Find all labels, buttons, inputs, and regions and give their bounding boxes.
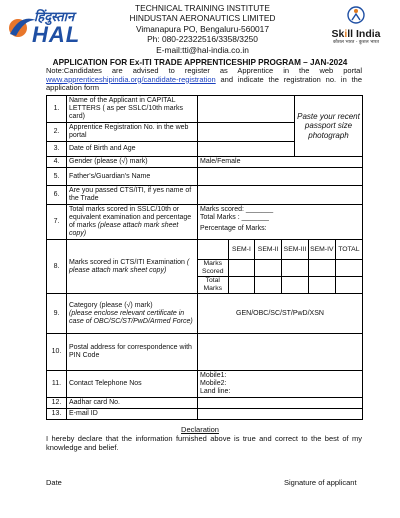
semester-marks-cell <box>198 240 363 294</box>
skill-india-tagline: कौशल भारत - कुशल भारत <box>332 40 380 45</box>
sem-header: SEM-IV <box>308 240 335 259</box>
form-row: 10. Postal address for correspondence with PIN Code <box>47 334 363 371</box>
registration-number-label: Apprentice Registration No. in the web portal <box>67 123 198 142</box>
sem-marks-field[interactable] <box>228 259 255 276</box>
registration-number-field[interactable] <box>198 123 295 142</box>
form-row: 13. E-mail ID <box>47 409 363 420</box>
sem-marks-field[interactable] <box>335 259 362 276</box>
email-field[interactable] <box>198 409 363 420</box>
total-marks-label: Total Marks <box>198 276 228 293</box>
sem-marks-field[interactable] <box>255 259 282 276</box>
trade-field[interactable] <box>198 186 363 205</box>
hal-logo <box>6 4 90 48</box>
institute-line: TECHNICAL TRAINING INSTITUTE <box>135 3 270 13</box>
form-row: 8. Marks scored in CTS/ITI Examination ( please attach mark sheet copy) SEM-I SEM-II SEM-III SEM-IV TOTAL Marks Scored Total Marks <box>47 240 363 294</box>
declaration-text: I hereby declare that the information furnished above is true and correct to the best of my knowledge and belief. <box>46 434 362 452</box>
form-row: 7. Total marks scored in SSLC/10th or equivalent examination and percentage of marks (please attach mark sheet copy) Marks scored: _______ Total Marks : _______ Percentage of Marks: <box>47 205 363 240</box>
category-label: Category (please (√) mark) (please enclose relevant certificate in case of OBC/SC/ST/PwD/Armed Force) <box>67 294 198 334</box>
form-row: 11. Contact Telephone Nos Mobile1: Mobile2: Land line: <box>47 371 363 398</box>
declaration-title: Declaration <box>181 425 219 434</box>
institute-address <box>100 3 305 55</box>
sem-header: SEM-III <box>282 240 309 259</box>
page-header <box>0 0 400 58</box>
institute-line: HINDUSTAN AERONAUTICS LIMITED <box>129 13 276 24</box>
gender-options[interactable]: Male/Female <box>198 157 363 168</box>
sslc-marks-field[interactable]: Marks scored: _______ Total Marks : _______ Percentage of Marks: <box>198 205 363 240</box>
skill-india-emblem-icon <box>344 4 368 24</box>
date-label: Date <box>46 478 62 487</box>
telephone-label: Contact Telephone Nos <box>67 371 198 398</box>
semester-marks-table <box>198 240 362 293</box>
institute-line: Vimanapura PO, Bengaluru-560017 <box>135 23 269 34</box>
hal-hindi-wordmark: हिंदुस्तान <box>34 10 75 25</box>
aadhar-field[interactable] <box>198 398 363 409</box>
address-label: Postal address for correspondence with PIN Code <box>67 334 198 371</box>
form-row: 2. Apprentice Registration No. in the web portal <box>47 123 363 142</box>
dob-field[interactable] <box>198 142 295 157</box>
institute-line: Ph: 080-22322516/3358/3250 <box>147 34 258 45</box>
institute-email: E-mail:tti@hal-india.co.in <box>156 44 249 55</box>
sem-marks-field[interactable] <box>308 259 335 276</box>
skill-india-name: Skill India <box>331 28 381 40</box>
email-label: E-mail ID <box>67 409 198 420</box>
father-name-label: Father's/Guardian's Name <box>67 168 198 186</box>
sem-header: SEM-II <box>255 240 282 259</box>
sem-total-field[interactable] <box>282 276 309 293</box>
applicant-name-label: Name of the Applicant in CAPITAL LETTERS ( as per SSLC/10th marks card) <box>67 96 198 123</box>
sem-total-field[interactable] <box>228 276 255 293</box>
gender-label: Gender (please (√) mark) <box>67 157 198 168</box>
form-row: 6. Are you passed CTS/ITI, if yes name of the Trade <box>47 186 363 205</box>
father-name-field[interactable] <box>198 168 363 186</box>
sem-header: SEM-I <box>228 240 255 259</box>
sem-header: TOTAL <box>335 240 362 259</box>
dob-label: Date of Birth and Age <box>67 142 198 157</box>
form-row: 1. Name of the Applicant in CAPITAL LETTERS ( as per SSLC/10th marks card) Paste your recent passport size photograph <box>47 96 363 123</box>
sem-total-field[interactable] <box>308 276 335 293</box>
sslc-marks-label: Total marks scored in SSLC/10th or equivalent examination and percentage of marks (please attach mark sheet copy) <box>67 205 198 240</box>
aadhar-label: Aadhar card No. <box>67 398 198 409</box>
form-row: 12. Aadhar card No. <box>47 398 363 409</box>
form-row: 5. Father's/Guardian's Name <box>47 168 363 186</box>
trade-label: Are you passed CTS/ITI, if yes name of the Trade <box>67 186 198 205</box>
category-options[interactable]: GEN/OBC/SC/ST/PwD/XSN <box>198 294 363 334</box>
skill-india-logo <box>318 4 394 50</box>
address-field[interactable] <box>198 334 363 371</box>
sem-total-field[interactable] <box>335 276 362 293</box>
form-row: 4. Gender (please (√) mark) Male/Female <box>47 157 363 168</box>
applicant-name-field[interactable] <box>198 96 295 123</box>
sem-total-field[interactable] <box>255 276 282 293</box>
form-row: 3. Date of Birth and Age <box>47 142 363 157</box>
form-row: 9. Category (please (√) mark) (please enclose relevant certificate in case of OBC/SC/ST/PwD/Armed Force) GEN/OBC/SC/ST/PwD/XSN <box>47 294 363 334</box>
hal-english-wordmark: HAL <box>32 22 81 47</box>
application-form <box>46 95 363 420</box>
telephone-field[interactable]: Mobile1: Mobile2: Land line: <box>198 371 363 398</box>
marks-scored-label: Marks Scored <box>198 259 228 276</box>
photo-box[interactable]: Paste your recent passport size photograph <box>295 96 363 157</box>
iti-marks-label: Marks scored in CTS/ITI Examination ( please attach mark sheet copy) <box>67 240 198 294</box>
registration-note: Note:Candidates are advised to register as Apprentice in the web portal www.apprenticeshipindia.org/candidate-registration and indicate the registration no. in the application form <box>46 66 362 93</box>
registration-link[interactable]: www.apprenticeshipindia.org/candidate-registration <box>46 74 216 84</box>
signature-label: Signature of applicant <box>284 478 357 487</box>
page-title: APPLICATION FOR Ex-ITI TRADE APPRENTICESHIP PROGRAM – JAN-2024 <box>52 58 348 67</box>
sem-marks-field[interactable] <box>282 259 309 276</box>
